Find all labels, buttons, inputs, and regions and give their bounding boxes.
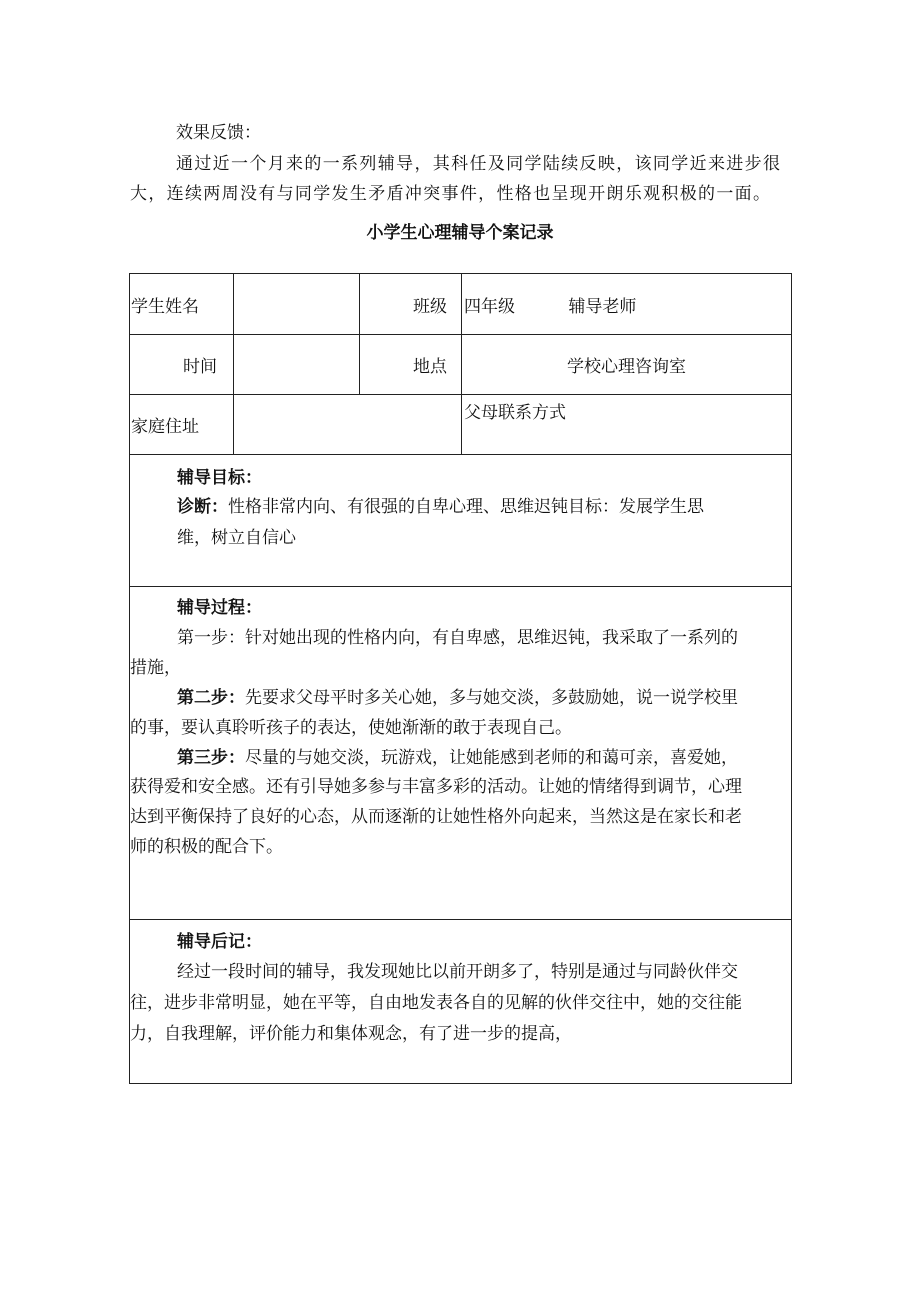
place-value: 学校心理咨询室 — [567, 357, 686, 377]
afterword-line-1: 经过一段时间的辅导，我发现她比以前开朗多了，特别是通过与同龄伙伴交 — [177, 962, 738, 982]
afterword-line-2: 往，进步非常明显，她在平等，自由地发表各自的见解的伙伴交往中，她的交往能 — [130, 993, 742, 1013]
feedback-line-1: 通过近一个月来的一系列辅导，其科任及同学陆续反映，该同学近来进步很 — [176, 154, 780, 174]
step3-line-4: 师的积极的配合下。 — [130, 837, 283, 857]
diagnosis-label: 诊断： — [177, 497, 228, 517]
afterword-heading: 辅导后记： — [177, 932, 262, 952]
step1-line-1: 第一步：针对她出现的性格内向，有自卑感，思维迟钝，我采取了一系列的 — [177, 628, 738, 648]
teacher-label: 辅导老师 — [568, 296, 637, 317]
address-label: 家庭住址 — [131, 417, 199, 437]
document-title: 小学生心理辅导个案记录 — [366, 223, 554, 243]
class-label: 班级 — [413, 296, 447, 317]
time-label-cell — [130, 335, 234, 395]
step2-label: 第二步： — [177, 688, 245, 708]
afterword-section — [130, 920, 792, 1084]
student-name-value-cell — [234, 274, 360, 335]
time-label: 时间 — [183, 357, 217, 377]
process-section — [130, 587, 792, 920]
parent-contact-label: 父母联系方式 — [464, 403, 566, 423]
process-heading: 辅导过程： — [177, 598, 262, 618]
place-value-cell — [462, 335, 792, 395]
class-value-cell — [462, 274, 792, 335]
step3-line-2: 获得爱和安全感。还有引导她多参与丰富多彩的活动。让她的情绪得到调节，心理 — [130, 777, 742, 797]
student-name-label-cell — [130, 274, 234, 335]
step3-line-3: 达到平衡保持了良好的心态，从而逐渐的让她性格外向起来，当然这是在家长和老 — [130, 807, 742, 827]
goal-heading: 辅导目标： — [177, 468, 262, 488]
step1-line-2: 措施， — [130, 658, 181, 678]
step2-line-1-text: 先要求父母平时多关心她，多与她交淡，多鼓励她，说一说学校里 — [245, 688, 738, 708]
feedback-heading: 效果反馈： — [176, 123, 261, 143]
time-value-cell — [234, 335, 360, 395]
address-value-cell — [234, 395, 462, 455]
step2-line-1 — [177, 686, 738, 710]
class-value: 四年级 — [464, 296, 515, 317]
goal-line-2: 维，树立自信心 — [177, 528, 296, 548]
goal-section — [130, 455, 792, 587]
step3-line-1 — [177, 746, 738, 770]
student-name-label: 学生姓名 — [131, 296, 199, 317]
afterword-line-3: 力，自我理解，评价能力和集体观念，有了进一步的提高， — [130, 1024, 572, 1044]
class-label-cell — [360, 274, 462, 335]
step3-line-1-text: 尽量的与她交淡，玩游戏，让她能感到老师的和蔼可亲，喜爱她， — [245, 748, 738, 768]
parent-contact-cell — [462, 395, 792, 455]
step3-label: 第三步： — [177, 748, 245, 768]
address-label-cell — [130, 395, 234, 455]
feedback-line-2: 大，连续两周没有与同学发生矛盾冲突事件，性格也呈现开朗乐观积极的一面。 — [130, 184, 770, 204]
goal-line-1 — [177, 495, 704, 519]
step2-line-2: 的事，要认真聆听孩子的表达，使她渐渐的敢于表现自己。 — [130, 718, 572, 738]
case-record-table — [129, 273, 792, 1084]
place-label-cell — [360, 335, 462, 395]
goal-line-1-text: 性格非常内向、有很强的自卑心理、思维迟钝目标：发展学生思 — [228, 497, 704, 517]
place-label: 地点 — [413, 357, 447, 377]
